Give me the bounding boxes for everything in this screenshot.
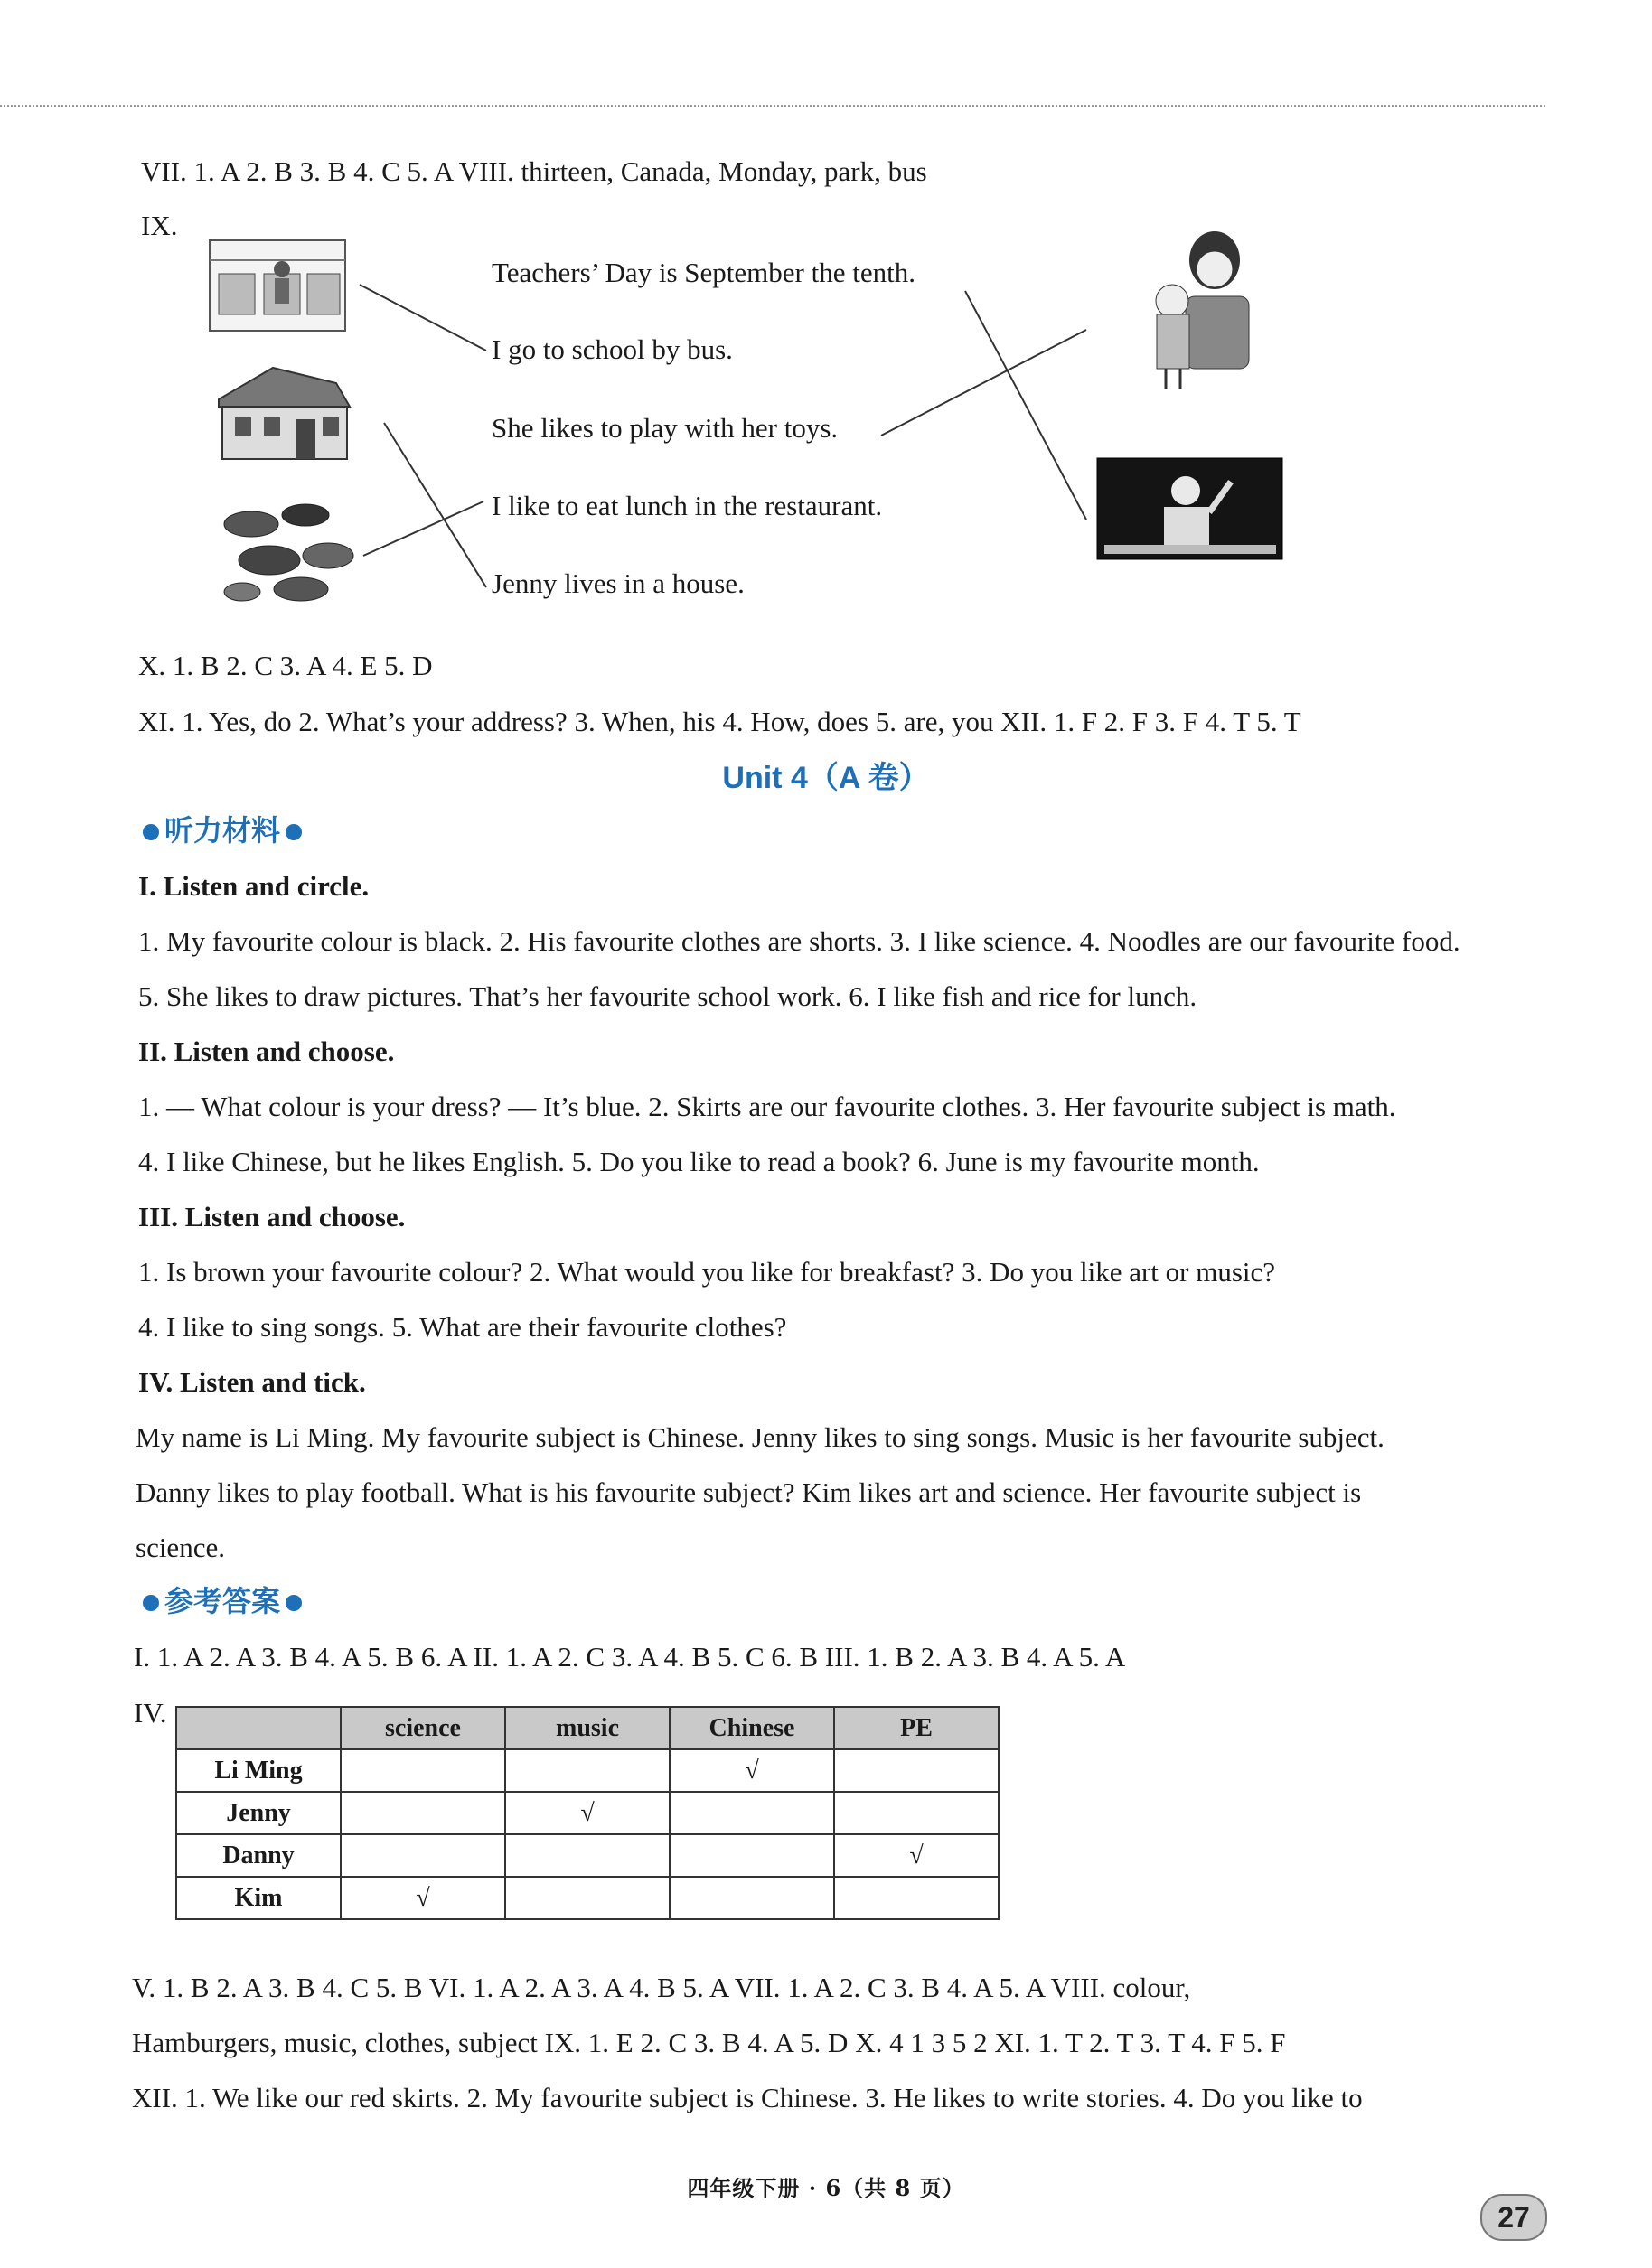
answers-v-viii: V. 1. B 2. A 3. B 4. C 5. B VI. 1. A 2. A 3. A 4. B 5. A VII. 1. A 2. C 3. B 4. A 5. A VIII. colour,	[132, 1972, 1191, 2003]
section-title: III. Listen and choose.	[138, 1201, 406, 1232]
section-title: I. Listen and circle.	[138, 870, 370, 902]
table-cell: √	[670, 1749, 834, 1792]
table-header-cell	[176, 1707, 341, 1749]
table-header-cell: science	[341, 1707, 505, 1749]
listening-material-text: 听力材料	[164, 813, 281, 848]
table-cell	[341, 1749, 505, 1792]
row-name-cell: Danny	[176, 1834, 341, 1877]
table-row	[176, 1834, 999, 1877]
answers-xii: XII. 1. We like our red skirts. 2. My favourite subject is Chinese. 3. He likes to write stories. 4. Do you like to	[132, 2082, 1363, 2113]
bullet-dot-icon	[286, 824, 302, 840]
transcript-line: My name is Li Ming. My favourite subject is Chinese. Jenny likes to sing songs. Music is her favourite subject.	[136, 1421, 1384, 1453]
listening-material-label	[137, 812, 307, 848]
transcript-line: 4. I like to sing songs. 5. What are their favourite clothes?	[138, 1311, 787, 1343]
ix-sentence: She likes to play with her toys.	[492, 412, 839, 444]
reference-answers-text: 参考答案	[164, 1584, 281, 1618]
unit-heading: Unit 4（A 卷）	[722, 761, 930, 795]
transcript-line: 1. — What colour is your dress? — It’s blue. 2. Skirts are our favourite clothes. 3. Her favourite subject is math.	[138, 1091, 1396, 1122]
transcript-line: Danny likes to play football. What is his favourite subject? Kim likes art and science. Her favourite subject is	[136, 1476, 1362, 1508]
transcript-line: 1. Is brown your favourite colour? 2. What would you like for breakfast? 3. Do you like art or music?	[138, 1256, 1276, 1288]
ix-matching-lines	[0, 0, 1652, 651]
table-cell: √	[505, 1792, 670, 1834]
ix-label: IX.	[141, 210, 178, 241]
answers-viii-xi: Hamburgers, music, clothes, subject IX. 1. E 2. C 3. B 4. A 5. D X. 4 1 3 5 2 XI. 1. T 2. T 3. T 4. F 5. F	[132, 2027, 1286, 2058]
table-cell	[505, 1877, 670, 1919]
table-cell	[505, 1749, 670, 1792]
transcript-line: science.	[136, 1532, 225, 1563]
transcript-line: 5. She likes to draw pictures. That’s her favourite school work. 6. I like fish and rice for lunch.	[138, 980, 1197, 1012]
section-title: IV. Listen and tick.	[138, 1366, 366, 1398]
answers-x: X. 1. B 2. C 3. A 4. E 5. D	[138, 650, 433, 681]
ix-sentence: Jenny lives in a house.	[492, 567, 745, 599]
bullet-dot-icon	[286, 1595, 302, 1611]
table-cell	[341, 1792, 505, 1834]
bullet-dot-icon	[143, 824, 159, 840]
row-name-cell: Jenny	[176, 1792, 341, 1834]
table-row	[176, 1877, 999, 1919]
iv-label: IV.	[134, 1697, 167, 1729]
table-cell	[670, 1792, 834, 1834]
table-cell	[670, 1834, 834, 1877]
page-footer: 四年级下册 · 6（共 8 页）	[687, 2175, 965, 2201]
page-number-badge: 27	[1480, 2194, 1547, 2241]
answers-vii-viii: VII. 1. A 2. B 3. B 4. C 5. A VIII. thirteen, Canada, Monday, park, bus	[141, 155, 927, 187]
row-name-cell: Kim	[176, 1877, 341, 1919]
transcript-line: 4. I like Chinese, but he likes English. 5. Do you like to read a book? 6. June is my favourite month.	[138, 1146, 1260, 1177]
row-name-cell: Li Ming	[176, 1749, 341, 1792]
table-cell	[505, 1834, 670, 1877]
table-row	[176, 1749, 999, 1792]
answers-i-iii: I. 1. A 2. A 3. B 4. A 5. B 6. A II. 1. A 2. C 3. A 4. B 5. C 6. B III. 1. B 2. A 3. B 4. A 5. A	[134, 1641, 1126, 1673]
table-header-cell: Chinese	[670, 1707, 834, 1749]
table-cell	[834, 1792, 999, 1834]
transcript-line: 1. My favourite colour is black. 2. His favourite clothes are shorts. 3. I like science. 4. Noodles are our favourite food.	[138, 925, 1460, 957]
section-title: II. Listen and choose.	[138, 1036, 395, 1067]
table-cell	[670, 1877, 834, 1919]
answers-xi-xii: XI. 1. Yes, do 2. What’s your address? 3. When, his 4. How, does 5. are, you XII. 1. F 2. F 3. F 4. T 5. T	[138, 706, 1301, 737]
table-header-cell: PE	[834, 1707, 999, 1749]
table-cell	[834, 1877, 999, 1919]
table-cell: √	[341, 1877, 505, 1919]
ix-sentence: Teachers’ Day is September the tenth.	[492, 257, 915, 288]
table-header-cell: music	[505, 1707, 670, 1749]
table-cell: √	[834, 1834, 999, 1877]
table-row	[176, 1792, 999, 1834]
ix-sentence: I go to school by bus.	[492, 333, 733, 365]
bullet-dot-icon	[143, 1595, 159, 1611]
table-header-row	[176, 1707, 999, 1749]
reference-answers-label	[137, 1583, 307, 1619]
ix-sentence: I like to eat lunch in the restaurant.	[492, 490, 883, 521]
table-cell	[834, 1749, 999, 1792]
table-cell	[341, 1834, 505, 1877]
subject-tick-table	[175, 1706, 1000, 1920]
